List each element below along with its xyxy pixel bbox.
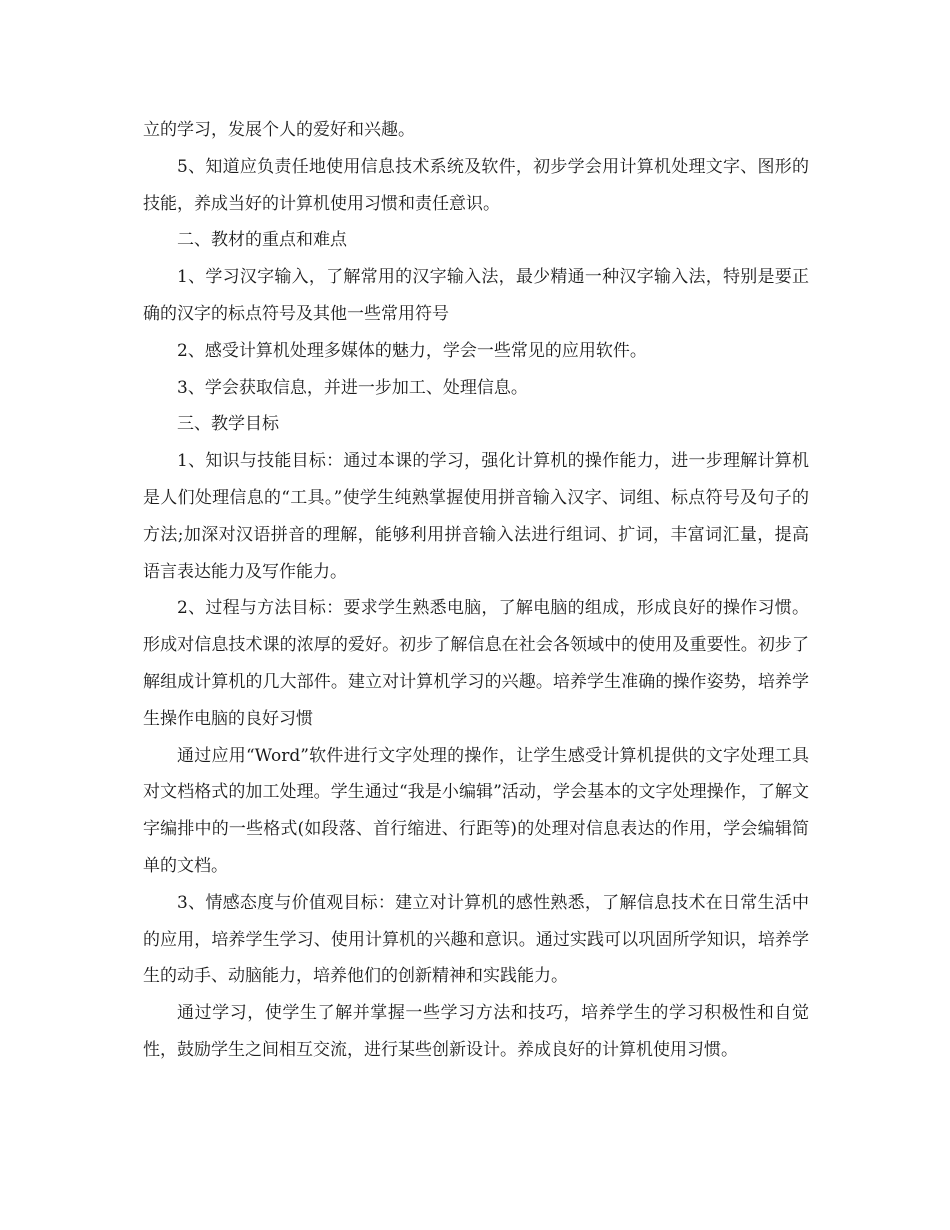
paragraph-goal-process-method: 2、过程与方法目标：要求学生熟悉电脑，了解电脑的组成，形成良好的操作习惯。形成对信息技术课的浓厚的爱好。初步了解信息在社会各领域中的使用及重要性。初步了解组成计算机的几大部件。建立对计算机学习的兴趣。培养学生准确的操作姿势，培养学生操作电脑的良好习惯 bbox=[143, 598, 809, 729]
paragraph-word-activity: 通过应用“Word”软件进行文字处理的操作，让学生感受计算机提供的文字处理工具对文档格式的加工处理。学生通过“我是小编辑”活动，学会基本的文字处理操作，了解文字编排中的一些格式(如段落、首行缩进、行距等)的处理对信息表达的作用，学会编辑简单的文档。 bbox=[143, 745, 809, 876]
document-body bbox=[143, 112, 809, 1069]
section-heading-key-points: 二、教材的重点和难点 bbox=[177, 230, 347, 251]
paragraph-key-point-3: 3、学会获取信息，并进一步加工、处理信息。 bbox=[177, 377, 528, 398]
paragraph-key-point-1: 1、学习汉字输入，了解常用的汉字输入法，最少精通一种汉字输入法，特别是要正确的汉字的标点符号及其他一些常用符号 bbox=[143, 267, 809, 324]
paragraph-goal-attitude-values: 3、情感态度与价值观目标：建立对计算机的感性熟悉，了解信息技术在日常生活中的应用，培养学生学习、使用计算机的兴趣和意识。通过实践可以巩固所学知识，培养学生的动手、动脑能力，培养他们的创新精神和实践能力。 bbox=[143, 892, 809, 987]
paragraph-continuation: 立的学习，发展个人的爱好和兴趣。 bbox=[143, 120, 415, 140]
paragraph-item-5: 5、知道应负责任地使用信息技术系统及软件，初步学会用计算机处理文字、图形的技能，养成当好的计算机使用习惯和责任意识。 bbox=[143, 156, 809, 214]
paragraph-key-point-2: 2、感受计算机处理多媒体的魅力，学会一些常见的应用软件。 bbox=[177, 340, 647, 361]
paragraph-goal-knowledge-skills: 1、知识与技能目标：通过本课的学习，强化计算机的操作能力，进一步理解计算机是人们处理信息的“工具。”使学生纯熟掌握使用拼音输入汉字、词组、标点符号及句子的方法;加深对汉语拼音的理解，能够利用拼音输入法进行组词、扩词，丰富词汇量，提高语言表达能力及写作能力。 bbox=[143, 451, 809, 582]
section-heading-teaching-goals: 三、教学目标 bbox=[177, 414, 279, 435]
paragraph-closing: 通过学习，使学生了解并掌握一些学习方法和技巧，培养学生的学习积极性和自觉性，鼓励学生之间相互交流，进行某些创新设计。养成良好的计算机使用习惯。 bbox=[143, 1003, 809, 1060]
